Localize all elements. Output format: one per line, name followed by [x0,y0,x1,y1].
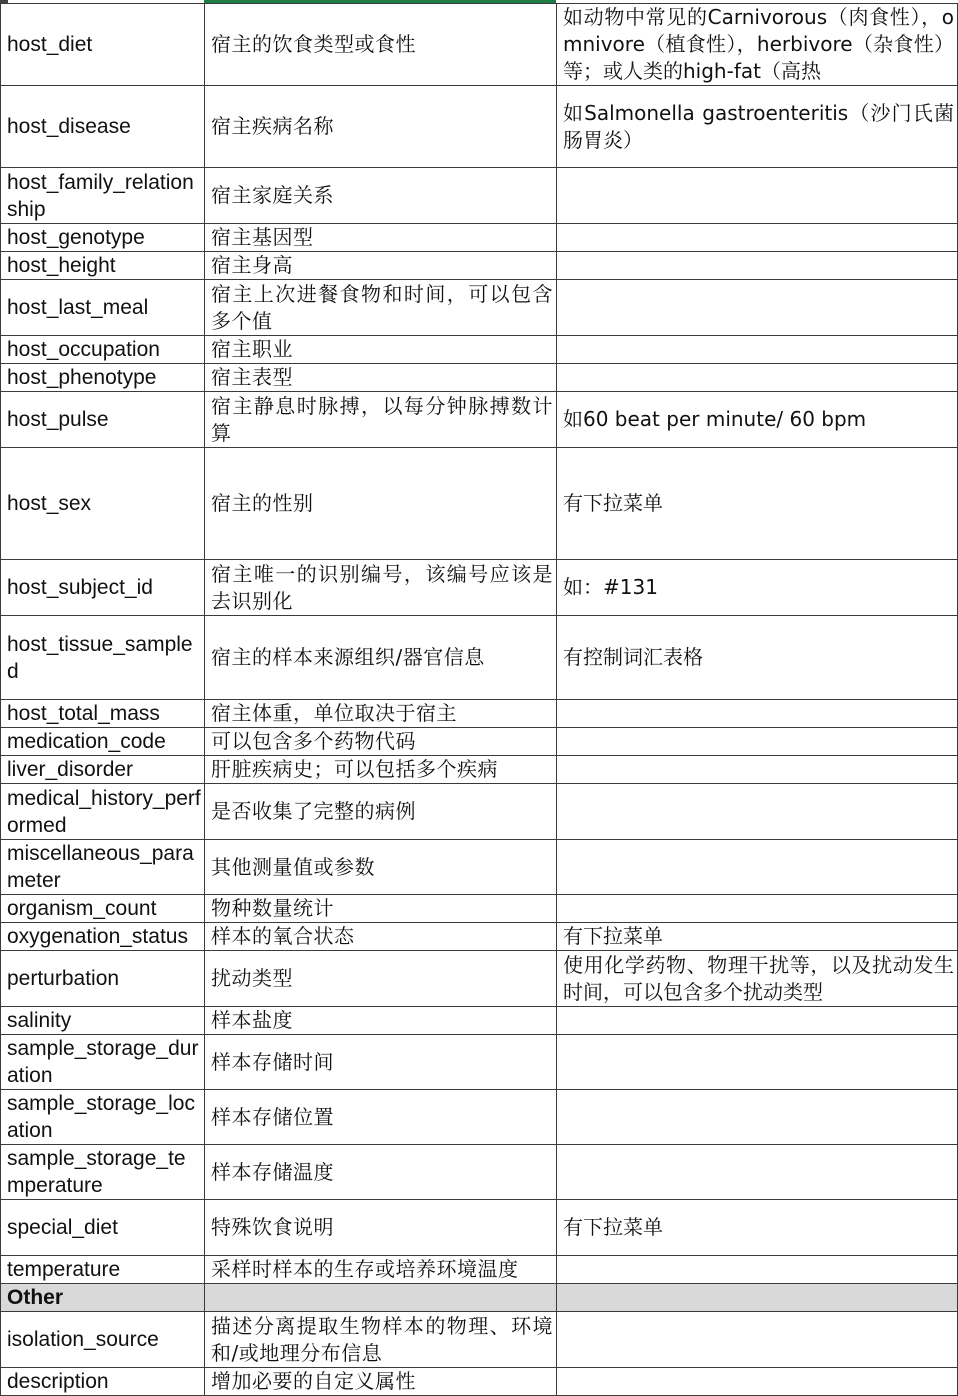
table-row [1,252,958,280]
attribute-name-cell[interactable]: host_sex [1,448,205,560]
note-cell[interactable] [557,895,958,923]
attribute-name-cell[interactable]: host_height [1,252,205,280]
note-cell[interactable] [557,1090,958,1145]
note-cell[interactable] [557,840,958,895]
description-cell[interactable]: 宿主家庭关系 [205,168,557,224]
note-cell[interactable]: 有下拉菜单 [557,1200,958,1256]
table-row [1,1368,958,1396]
note-cell[interactable] [557,756,958,784]
table-row [1,700,958,728]
attribute-name-cell[interactable]: host_phenotype [1,364,205,392]
note-cell[interactable] [557,364,958,392]
section-empty-cell[interactable] [557,1284,958,1312]
note-cell[interactable] [557,784,958,840]
table-row [1,1145,958,1200]
table-row [1,784,958,840]
description-cell[interactable]: 样本盐度 [205,1007,557,1035]
description-cell[interactable]: 描述分离提取生物样本的物理、环境和/或地理分布信息 [205,1312,557,1368]
description-cell[interactable]: 肝脏疾病史；可以包括多个疾病 [205,756,557,784]
attribute-name-cell[interactable]: special_diet [1,1200,205,1256]
description-cell[interactable]: 宿主职业 [205,336,557,364]
table-row [1,280,958,336]
table-row [1,1090,958,1145]
table-row [1,923,958,951]
note-cell[interactable] [557,1256,958,1284]
description-cell[interactable]: 宿主体重，单位取决于宿主 [205,700,557,728]
description-cell[interactable]: 物种数量统计 [205,895,557,923]
description-cell[interactable]: 宿主的性别 [205,448,557,560]
description-cell[interactable]: 特殊饮食说明 [205,1200,557,1256]
note-cell[interactable]: 如60 beat per minute/ 60 bpm [557,392,958,448]
attribute-name-cell[interactable]: host_genotype [1,224,205,252]
attribute-name-cell[interactable]: host_last_meal [1,280,205,336]
section-header-row [1,1284,958,1312]
description-cell[interactable]: 宿主身高 [205,252,557,280]
attribute-name-cell[interactable]: host_diet [1,4,205,86]
attribute-name-cell[interactable]: host_tissue_sampled [1,616,205,700]
description-cell[interactable]: 是否收集了完整的病例 [205,784,557,840]
table-row [1,728,958,756]
note-cell[interactable] [557,1035,958,1090]
table-row [1,168,958,224]
attribute-name-cell[interactable]: perturbation [1,951,205,1007]
table-row [1,895,958,923]
description-cell[interactable]: 采样时样本的生存或培养环境温度 [205,1256,557,1284]
note-cell[interactable]: 有下拉菜单 [557,448,958,560]
description-cell[interactable]: 可以包含多个药物代码 [205,728,557,756]
attribute-name-cell[interactable]: isolation_source [1,1312,205,1368]
description-cell[interactable]: 宿主疾病名称 [205,86,557,168]
attribute-name-cell[interactable]: salinity [1,1007,205,1035]
note-cell[interactable] [557,1312,958,1368]
note-cell[interactable] [557,700,958,728]
note-cell[interactable] [557,168,958,224]
attribute-name-cell[interactable]: host_disease [1,86,205,168]
table-row [1,86,958,168]
attribute-name-cell[interactable]: host_family_relationship [1,168,205,224]
note-cell[interactable] [557,280,958,336]
table-row [1,392,958,448]
note-cell[interactable]: 有下拉菜单 [557,923,958,951]
description-cell[interactable]: 宿主上次进餐食物和时间，可以包含多个值 [205,280,557,336]
description-cell[interactable]: 宿主基因型 [205,224,557,252]
note-cell[interactable] [557,1007,958,1035]
description-cell[interactable]: 宿主唯一的识别编号，该编号应该是去识别化 [205,560,557,616]
note-cell[interactable]: 使用化学药物、物理干扰等，以及扰动发生时间，可以包含多个扰动类型 [557,951,958,1007]
description-cell[interactable]: 宿主的饮食类型或食性 [205,4,557,86]
description-cell[interactable]: 样本的氧合状态 [205,923,557,951]
description-cell[interactable]: 样本存储温度 [205,1145,557,1200]
description-cell[interactable]: 样本存储位置 [205,1090,557,1145]
attribute-name-cell[interactable]: miscellaneous_parameter [1,840,205,895]
note-cell[interactable]: 如动物中常见的Carnivorous（肉食性），omnivore（植食性），herbivore（杂食性）等；或人类的high-fat（高热 [557,4,958,86]
section-empty-cell[interactable] [205,1284,557,1312]
table-row [1,560,958,616]
table-row [1,336,958,364]
note-cell[interactable] [557,224,958,252]
attribute-name-cell[interactable]: sample_storage_temperature [1,1145,205,1200]
attribute-name-cell[interactable]: liver_disorder [1,756,205,784]
table-row [1,616,958,700]
attribute-name-cell[interactable]: temperature [1,1256,205,1284]
attribute-name-cell[interactable]: sample_storage_location [1,1090,205,1145]
attribute-name-cell[interactable]: medical_history_performed [1,784,205,840]
table-row [1,1035,958,1090]
attribute-name-cell[interactable]: host_pulse [1,392,205,448]
attribute-name-cell[interactable]: description [1,1368,205,1396]
attribute-name-cell[interactable]: host_occupation [1,336,205,364]
note-cell[interactable] [557,1368,958,1396]
note-cell[interactable] [557,728,958,756]
attribute-table [0,3,958,1396]
description-cell[interactable]: 宿主静息时脉搏，以每分钟脉搏数计算 [205,392,557,448]
note-cell[interactable]: 如Salmonella gastroenteritis（沙门氏菌肠胃炎） [557,86,958,168]
description-cell[interactable]: 样本存储时间 [205,1035,557,1090]
section-title[interactable]: Other [1,1284,205,1312]
note-cell[interactable] [557,336,958,364]
attribute-name-cell[interactable]: medication_code [1,728,205,756]
table-row [1,951,958,1007]
note-cell[interactable] [557,252,958,280]
attribute-name-cell[interactable]: oxygenation_status [1,923,205,951]
description-cell[interactable]: 扰动类型 [205,951,557,1007]
table-row [1,364,958,392]
description-cell[interactable]: 宿主的样本来源组织/器官信息 [205,616,557,700]
table-row [1,4,958,86]
attribute-name-cell[interactable]: host_subject_id [1,560,205,616]
table-row [1,1200,958,1256]
attribute-name-cell[interactable]: sample_storage_duration [1,1035,205,1090]
note-cell[interactable] [557,1145,958,1200]
table-row [1,1007,958,1035]
table-row [1,1256,958,1284]
table-row [1,448,958,560]
description-cell[interactable]: 增加必要的自定义属性 [205,1368,557,1396]
table-row [1,224,958,252]
attribute-name-cell[interactable]: host_total_mass [1,700,205,728]
description-cell[interactable]: 其他测量值或参数 [205,840,557,895]
note-cell[interactable]: 有控制词汇表格 [557,616,958,700]
table-row [1,1312,958,1368]
table-row [1,756,958,784]
description-cell[interactable]: 宿主表型 [205,364,557,392]
attribute-name-cell[interactable]: organism_count [1,895,205,923]
table-row [1,840,958,895]
note-cell[interactable]: 如：#131 [557,560,958,616]
